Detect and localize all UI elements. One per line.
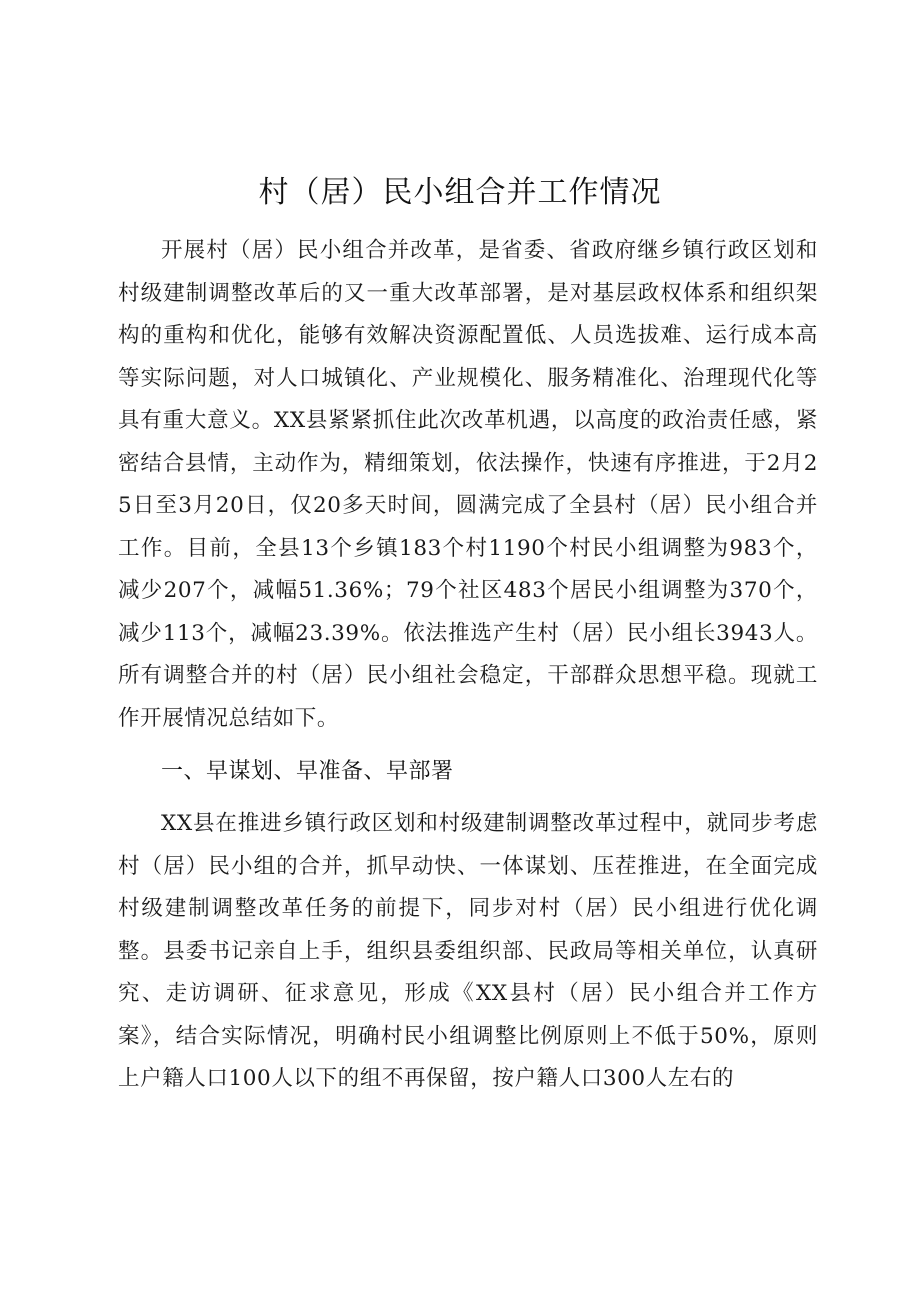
body-paragraph-section-1: XX县在推进乡镇行政区划和村级建制调整改革过程中，就同步考虑村（居）民小组的合并，抓早动快、一体谋划、压茬推进，在全面完成村级建制调整改革任务的前提下，同步对村（居）民小组进行优化调整。县委书记亲自上手，组织县委组织部、民政局等相关单位，认真研究、走访调研、征求意见，形成《XX县村（居）民小组合并工作方案》，结合实际情况，明确村民小组调整比例原则上不低于50%，原则上户籍人口100人以下的组不再保留，按户籍人口300人左右的 — [118, 811, 818, 1091]
body-paragraph-intro: 开展村（居）民小组合并改革，是省委、省政府继乡镇行政区划和村级建制调整改革后的又一重大改革部署，是对基层政权体系和组织架构的重构和优化，能够有效解决资源配置低、人员选拔难、运行成本高等实际问题，对人口城镇化、产业规模化、服务精准化、治理现代化等具有重大意义。XX县紧紧抓住此次改革机遇，以高度的政治责任感，紧密结合县情，主动作为，精细策划，依法操作，快速有序推进，于2月25日至3月20日，仅20多天时间，圆满完成了全县村（居）民小组合并工作。目前，全县13个乡镇183个村1190个村民小组调整为983个，减少207个，减幅51.36%；79个社区483个居民小组调整为370个，减少113个，减幅23.39%。依法推选产生村（居）民小组长3943人。所有调整合并的村（居）民小组社会稳定，干部群众思想平稳。现就工作开展情况总结如下。 — [118, 238, 818, 731]
section-heading: 一、早谋划、早准备、早部署 — [161, 759, 454, 784]
document-title: 村（居）民小组合并工作情况 — [258, 175, 662, 210]
